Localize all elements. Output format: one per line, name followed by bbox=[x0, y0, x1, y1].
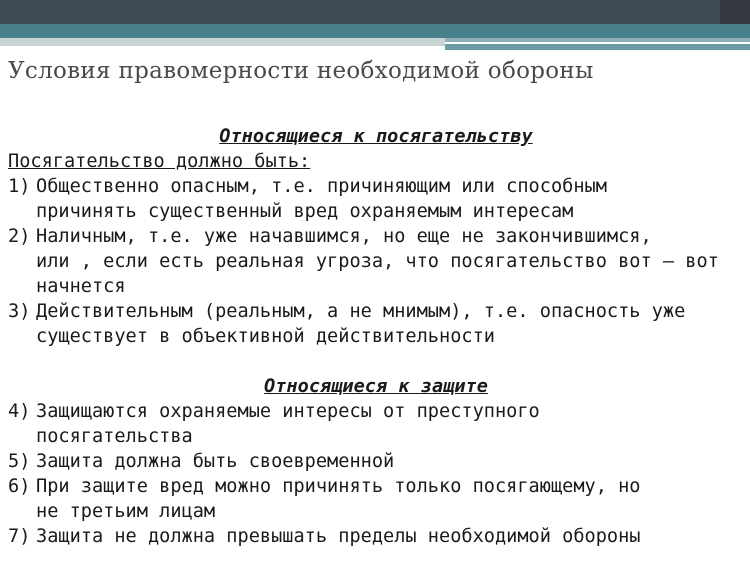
list-item-number: 6) bbox=[8, 476, 31, 497]
list-item-text bbox=[36, 299, 744, 349]
header-banner bbox=[0, 0, 750, 52]
list-item-line: Защита должна быть своевременной bbox=[36, 451, 395, 472]
slide-content bbox=[8, 124, 744, 549]
banner-thin-band bbox=[445, 44, 750, 50]
list-item-line: Защищаются охраняемые интересы от преступного bbox=[36, 401, 540, 422]
list-item-number: 2) bbox=[8, 226, 31, 247]
section-intro: Посягательство должно быть: bbox=[8, 151, 311, 172]
banner-dark-band bbox=[0, 0, 750, 24]
banner-light-band bbox=[0, 38, 445, 46]
list-item-4 bbox=[8, 399, 744, 449]
list-item-number: 7) bbox=[8, 526, 31, 547]
list-item-number: 1) bbox=[8, 176, 31, 197]
banner-accent-band bbox=[445, 38, 750, 42]
list-item-line: Общественно опасным, т.е. причиняющим или способным bbox=[36, 176, 607, 197]
slide-title: Условия правомерности необходимой обороны bbox=[8, 58, 594, 84]
list-item-text bbox=[36, 449, 744, 474]
list-item-1 bbox=[8, 174, 744, 224]
list-item-2 bbox=[8, 224, 744, 299]
banner-dark-corner bbox=[720, 0, 750, 24]
list-item-text bbox=[36, 524, 744, 549]
section-heading-encroachment: Относящиеся к посягательству bbox=[219, 126, 533, 147]
list-item-line: При защите вред можно причинять только посягающему, но bbox=[36, 476, 641, 497]
list-item-line: Наличным, т.е. уже начавшимся, но еще не закончившимся, bbox=[36, 226, 652, 247]
list-item-number: 5) bbox=[8, 451, 31, 472]
list-item-line: или , если есть реальная угроза, что посягательство вот – вот bbox=[36, 251, 719, 272]
list-item-line: не третьим лицам bbox=[36, 501, 216, 522]
list-item-text bbox=[36, 474, 744, 524]
list-item-text bbox=[36, 224, 744, 299]
list-item-text bbox=[36, 399, 744, 449]
list-item-number: 4) bbox=[8, 401, 31, 422]
list-item-line: существует в объективной действительности bbox=[36, 326, 495, 347]
banner-teal-band bbox=[0, 24, 750, 38]
list-item-line: Защита не должна превышать пределы необходимой обороны bbox=[36, 526, 641, 547]
list-item-text bbox=[36, 174, 744, 224]
list-item-line: начнется bbox=[36, 276, 126, 297]
section-heading-defense: Относящиеся к защите bbox=[264, 376, 488, 397]
list-item-6 bbox=[8, 474, 744, 524]
list-item-5 bbox=[8, 449, 744, 474]
list-item-3 bbox=[8, 299, 744, 349]
list-item-number: 3) bbox=[8, 301, 31, 322]
list-item-line: посягательства bbox=[36, 426, 193, 447]
list-item-line: причинять существенный вред охраняемым интересам bbox=[36, 201, 574, 222]
list-item-7 bbox=[8, 524, 744, 549]
list-item-line: Действительным (реальным, а не мнимым), т.е. опасность уже bbox=[36, 301, 686, 322]
